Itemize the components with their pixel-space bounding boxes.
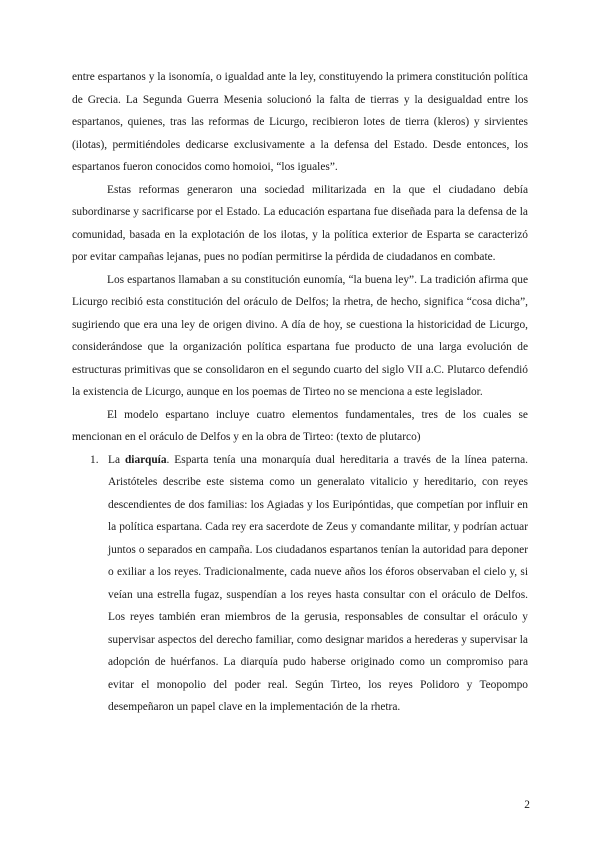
list-item-diarquia — [72, 449, 528, 719]
paragraph-reformas: Estas reformas generaron una sociedad militarizada en la que el ciudadano debía subordinarse y sacrificarse por el Estado. La educación espartana fue diseñada para la defensa de la comunidad, basada en la explotación de los ilotas, y la política exterior de Esparta se caracterizó por evitar campañas lejanas, pues no podían permitirse la pérdida de ciudadanos en combate. — [72, 183, 528, 263]
list-item-text: . Esparta tenía una monarquía dual hereditaria a través de la línea paterna. Aristóteles describe este sistema como un generalato vitalicio y hereditario, con reyes descendientes de dos familias: los Agiadas y los Euripóntidas, que competían por influir en la política espartana. Cada rey era sacerdote de Zeus y comandante militar, y podrían actuar juntos o separados en campaña. Los ciudadanos espartanos tenían la autoridad para deponer o exiliar a los reyes. Tradicionalmente, cada nueve años los éforos observaban el cielo y, si veían una estrella fugaz, suspendían a los reyes hasta consultar con el oráculo de Delfos. Los reyes también eran miembros de la gerusia, responsables de consultar el oráculo y supervisar aspectos del derecho familiar, como designar maridos a herederas y supervisar la adopción de huérfanos. La diarquía pudo haberse originado como un compromiso para evitar el monopolio del poder real. Según Tirteo, los reyes Polidoro y Teopompo desempeñaron un papel clave en la implementación de la rhetra. — [108, 453, 528, 713]
paragraph-continuation: entre espartanos y la isonomía, o igualdad ante la ley, constituyendo la primera constitución política de Grecia. La Segunda Guerra Mesenia solucionó la falta de tierras y la desigualdad entre los espartanos, quienes, tras las reformas de Licurgo, recibieron lotes de tierra (kleros) y sirvientes (ilotas), permitiéndoles dedicarse exclusivamente a la defensa del Estado. Desde entonces, los espartanos fueron conocidos como homoioi, “los iguales”. — [72, 71, 528, 173]
page-number: 2 — [524, 799, 530, 811]
paragraph-modelo: El modelo espartano incluye cuatro elementos fundamentales, tres de los cuales se mencionan en el oráculo de Delfos y en la obra de Tirteo: (texto de plutarco) — [72, 408, 528, 443]
paragraph-eunomia: Los espartanos llamaban a su constitución eunomía, “la buena ley”. La tradición afirma que Licurgo recibió esta constitución del oráculo de Delfos; la rhetra, de hecho, significa “cosa dicha”, sugiriendo que era una ley de origen divino. A día de hoy, se cuestiona la historicidad de Licurgo, considerándose que la organización política espartana fue producto de una larga evolución de estructuras primitivas que se consolidaron en el segundo cuarto del siglo VII a.C. Plutarco defendió la existencia de Licurgo, aunque en los poemas de Tirteo no se menciona a este legislador. — [72, 273, 528, 398]
body-text — [72, 66, 528, 719]
list-item-term: diarquía — [124, 453, 167, 466]
list-item-lead: La — [108, 453, 125, 466]
numbered-list — [72, 449, 528, 719]
list-number: 1. — [90, 453, 99, 466]
